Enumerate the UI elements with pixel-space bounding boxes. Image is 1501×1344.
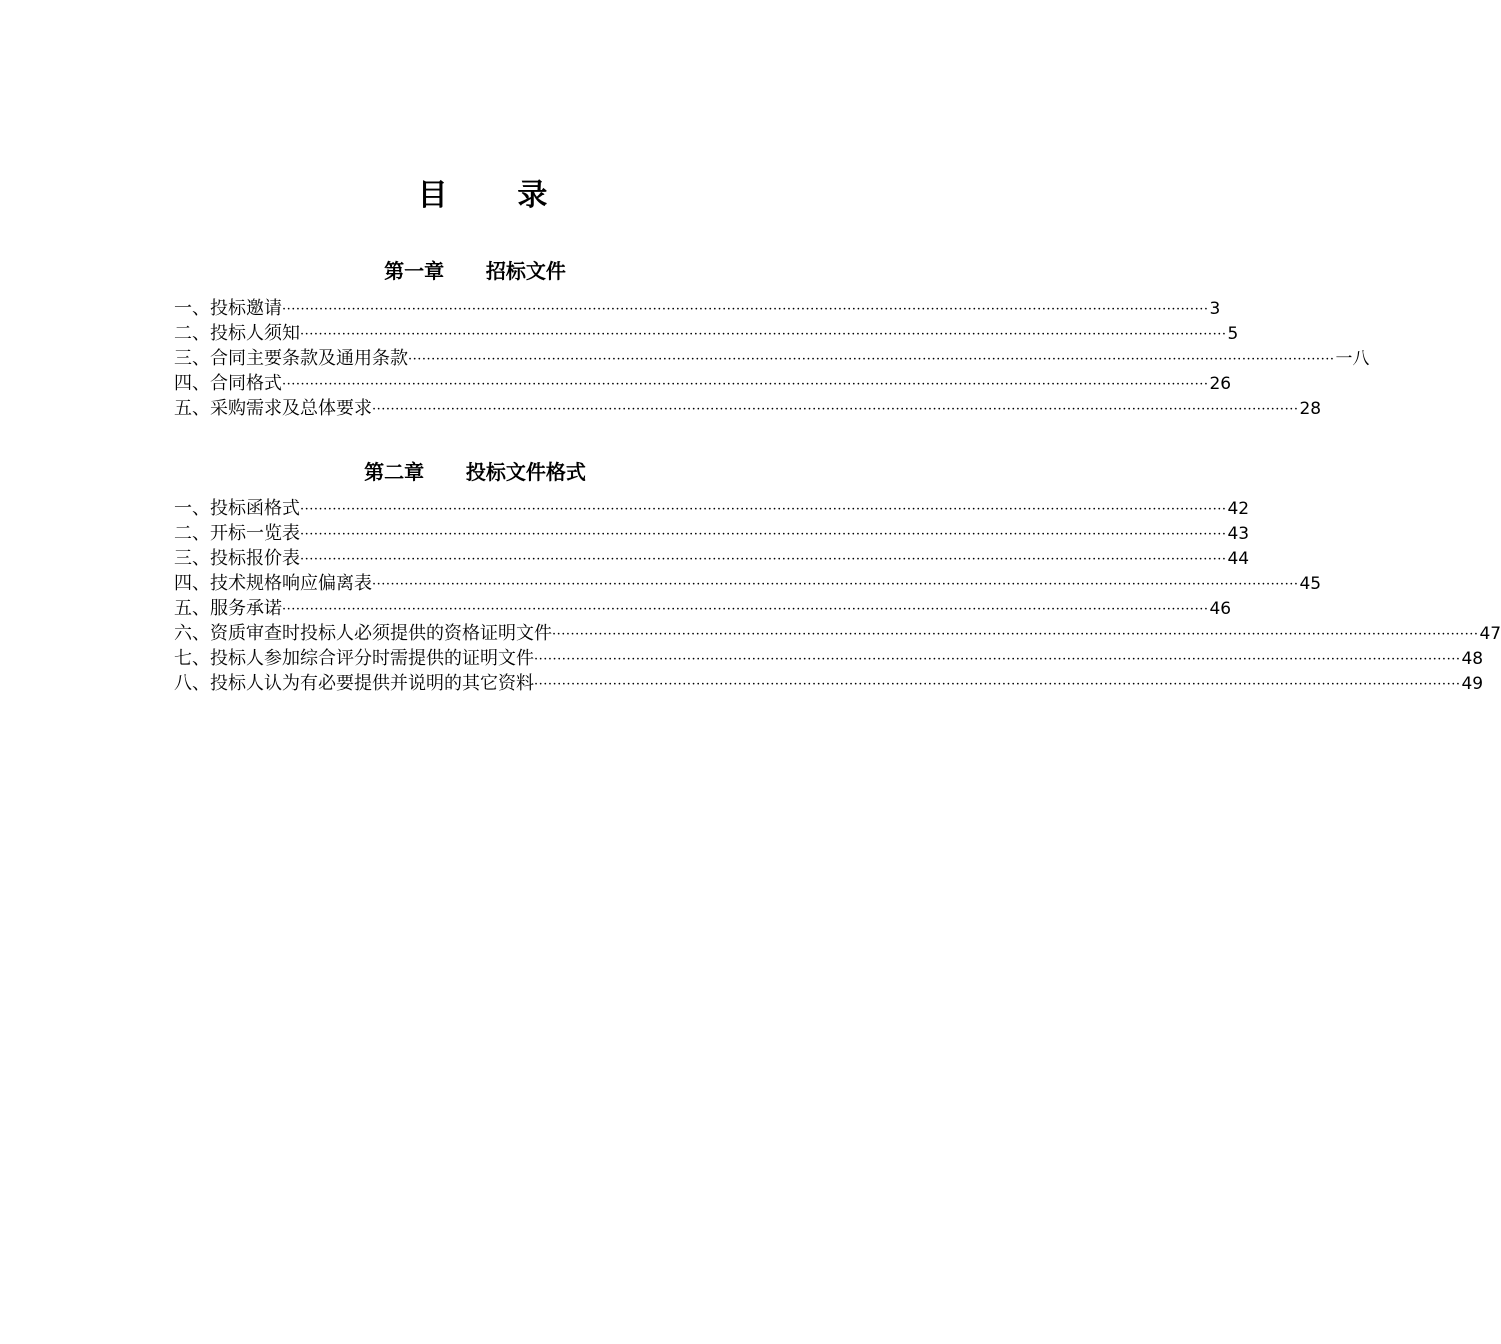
toc-leader-dots: ········································································································································································································ xyxy=(534,677,1461,692)
toc-leader-dots: ········································································································································································································ xyxy=(282,602,1209,617)
toc-entry[interactable] xyxy=(174,346,1370,371)
toc-leader-dots: ········································································································································································································ xyxy=(372,402,1299,417)
toc-leader-dots: ········································································································································································································ xyxy=(300,552,1227,567)
toc-entry-label: 四、合同格式 xyxy=(174,373,282,394)
toc-leader-dots: ········································································································································································································ xyxy=(552,627,1479,642)
chapter-1-toc-list xyxy=(174,296,1370,421)
toc-entry[interactable] xyxy=(174,521,1250,546)
toc-entry-page: 42 xyxy=(1227,499,1250,519)
toc-entry-label: 八、投标人认为有必要提供并说明的其它资料 xyxy=(174,673,534,694)
toc-entry[interactable] xyxy=(174,671,1484,696)
toc-entry-label: 四、技术规格响应偏离表 xyxy=(174,573,372,594)
toc-entry-label: 三、投标报价表 xyxy=(174,548,300,569)
toc-entry-label: 六、资质审查时投标人必须提供的资格证明文件 xyxy=(174,623,552,644)
toc-entry[interactable] xyxy=(174,621,1501,646)
chapter-2-toc-list xyxy=(174,496,1501,696)
toc-entry[interactable] xyxy=(174,496,1250,521)
chapter-1-heading: 第一章 招标文件 xyxy=(384,259,566,283)
toc-leader-dots: ········································································································································································································ xyxy=(300,502,1227,517)
toc-entry-page: 48 xyxy=(1461,649,1484,669)
toc-leader-dots: ········································································································································································································ xyxy=(300,527,1227,542)
toc-entry-label: 七、投标人参加综合评分时需提供的证明文件 xyxy=(174,648,534,669)
toc-title: 目 录 xyxy=(417,178,549,213)
toc-entry-label: 三、合同主要条款及通用条款 xyxy=(174,348,408,369)
toc-entry[interactable] xyxy=(174,321,1239,346)
toc-entry-page: 5 xyxy=(1227,324,1239,344)
toc-entry[interactable] xyxy=(174,596,1232,621)
toc-entry-page: 46 xyxy=(1209,599,1232,619)
toc-entry-page: 3 xyxy=(1209,299,1221,319)
toc-entry-label: 二、开标一览表 xyxy=(174,523,300,544)
toc-entry-label: 五、服务承诺 xyxy=(174,598,282,619)
toc-entry-page: 一八 xyxy=(1335,349,1370,369)
toc-entry-page: 43 xyxy=(1227,524,1250,544)
toc-entry-page: 49 xyxy=(1461,674,1484,694)
toc-leader-dots: ········································································································································································································ xyxy=(372,577,1299,592)
toc-leader-dots: ········································································································································································································ xyxy=(282,377,1209,392)
toc-entry-label: 一、投标邀请 xyxy=(174,298,282,319)
toc-leader-dots: ········································································································································································································ xyxy=(300,327,1227,342)
toc-entry[interactable] xyxy=(174,296,1221,321)
toc-entry[interactable] xyxy=(174,371,1232,396)
toc-entry-label: 五、采购需求及总体要求 xyxy=(174,398,372,419)
toc-entry-page: 28 xyxy=(1299,399,1322,419)
toc-entry[interactable] xyxy=(174,646,1484,671)
toc-entry-label: 二、投标人须知 xyxy=(174,323,300,344)
toc-leader-dots: ········································································································································································································ xyxy=(534,652,1461,667)
toc-entry-page: 26 xyxy=(1209,374,1232,394)
toc-leader-dots: ········································································································································································································ xyxy=(282,302,1209,317)
toc-entry[interactable] xyxy=(174,396,1322,421)
toc-leader-dots: ········································································································································································································ xyxy=(408,352,1335,367)
chapter-2-heading: 第二章 投标文件格式 xyxy=(364,460,586,484)
toc-entry[interactable] xyxy=(174,546,1250,571)
toc-entry-page: 44 xyxy=(1227,549,1250,569)
toc-entry[interactable] xyxy=(174,571,1322,596)
toc-entry-label: 一、投标函格式 xyxy=(174,498,300,519)
toc-entry-page: 45 xyxy=(1299,574,1322,594)
toc-entry-page: 47 xyxy=(1479,624,1501,644)
